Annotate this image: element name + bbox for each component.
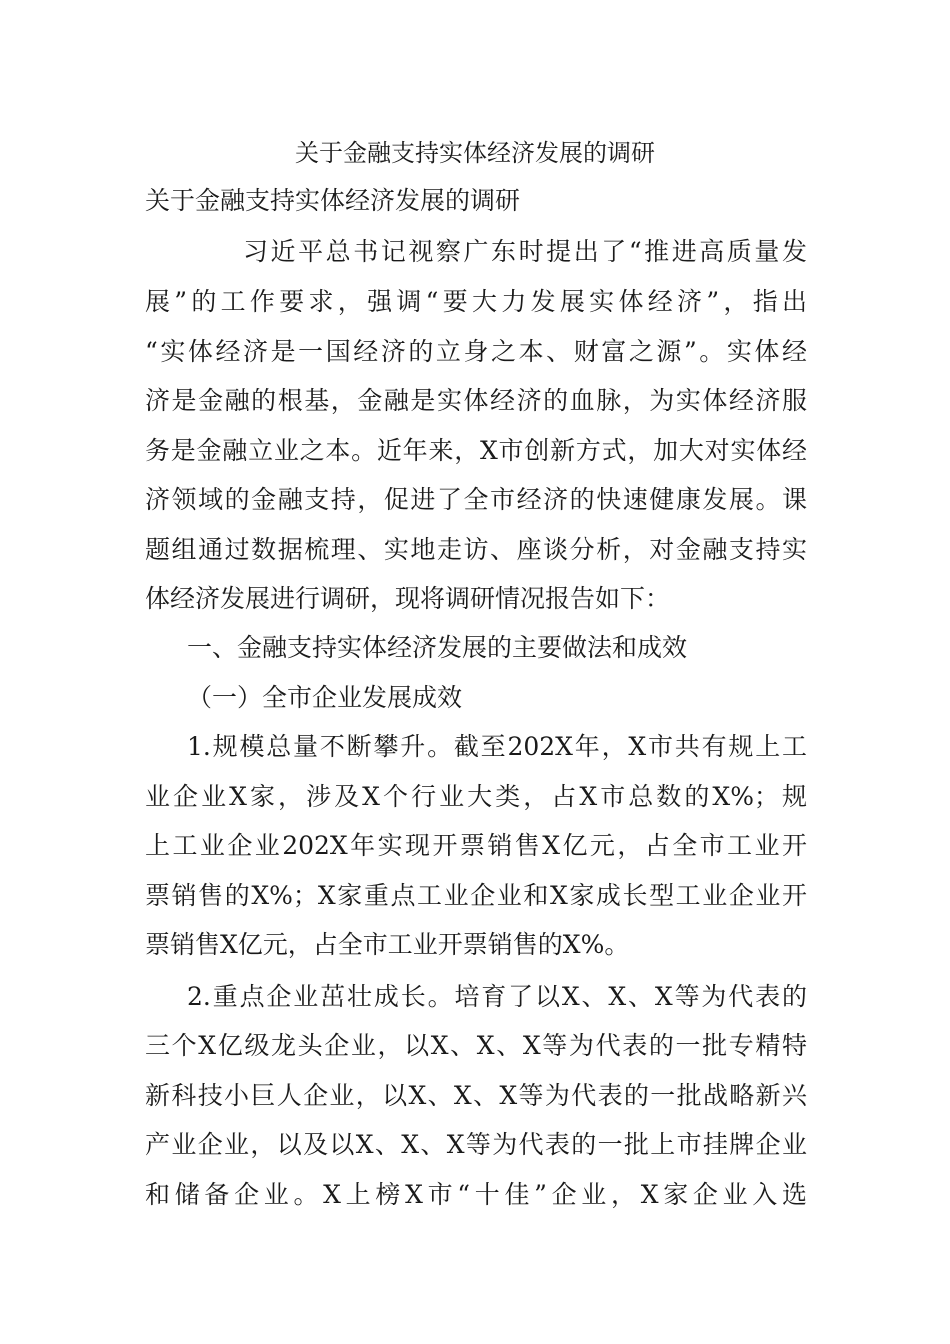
document-title: 关于金融支持实体经济发展的调研 xyxy=(295,139,655,167)
point-2-line: 三个X亿级龙头企业，以X、X、X等为代表的一批专精特 xyxy=(145,1031,807,1060)
intro-line: 体经济发展进行调研，现将调研情况报告如下： xyxy=(145,584,671,613)
point-2-line: 新科技小巨人企业，以X、X、X等为代表的一批战略新兴 xyxy=(145,1081,807,1110)
document-subtitle: 关于金融支持实体经济发展的调研 xyxy=(145,186,521,215)
intro-line: 题组通过数据梳理、实地走访、座谈分析，对金融支持实 xyxy=(145,535,807,564)
point-1-line: 业企业X家，涉及X个行业大类，占X市总数的X%；规 xyxy=(145,782,807,811)
intro-line: 务是金融立业之本。近年来，X市创新方式，加大对实体经 xyxy=(145,436,807,465)
point-1-line: 1.规模总量不断攀升。截至202X年，X市共有规上工 xyxy=(187,732,807,761)
point-2-line: 产业企业，以及以X、X、X等为代表的一批上市挂牌企业 xyxy=(145,1130,807,1159)
point-1-line: 上工业企业202X年实现开票销售X亿元，占全市工业开 xyxy=(145,831,807,860)
intro-line: “实体经济是一国经济的立身之本、财富之源”。实体经 xyxy=(145,337,807,366)
intro-line: 济领域的金融支持，促进了全市经济的快速健康发展。课 xyxy=(145,485,807,514)
point-2-line: 和储备企业。X上榜X市“十佳”企业，X家企业入选 xyxy=(145,1180,807,1209)
intro-line: 展”的工作要求，强调“要大力发展实体经济”，指出 xyxy=(145,287,807,316)
section-heading: 一、金融支持实体经济发展的主要做法和成效 xyxy=(187,633,688,662)
intro-line: 习近平总书记视察广东时提出了“推进高质量发 xyxy=(243,237,807,266)
point-1-line: 票销售的X%；X家重点工业企业和X家成长型工业企业开 xyxy=(145,881,807,910)
point-2-line: 2.重点企业茁壮成长。培育了以X、X、X等为代表的 xyxy=(187,982,807,1011)
subsection-heading: （一）全市企业发展成效 xyxy=(187,683,463,712)
intro-line: 济是金融的根基，金融是实体经济的血脉，为实体经济服 xyxy=(145,386,807,415)
point-1-line: 票销售X亿元，占全市工业开票销售的X%。 xyxy=(145,930,630,959)
